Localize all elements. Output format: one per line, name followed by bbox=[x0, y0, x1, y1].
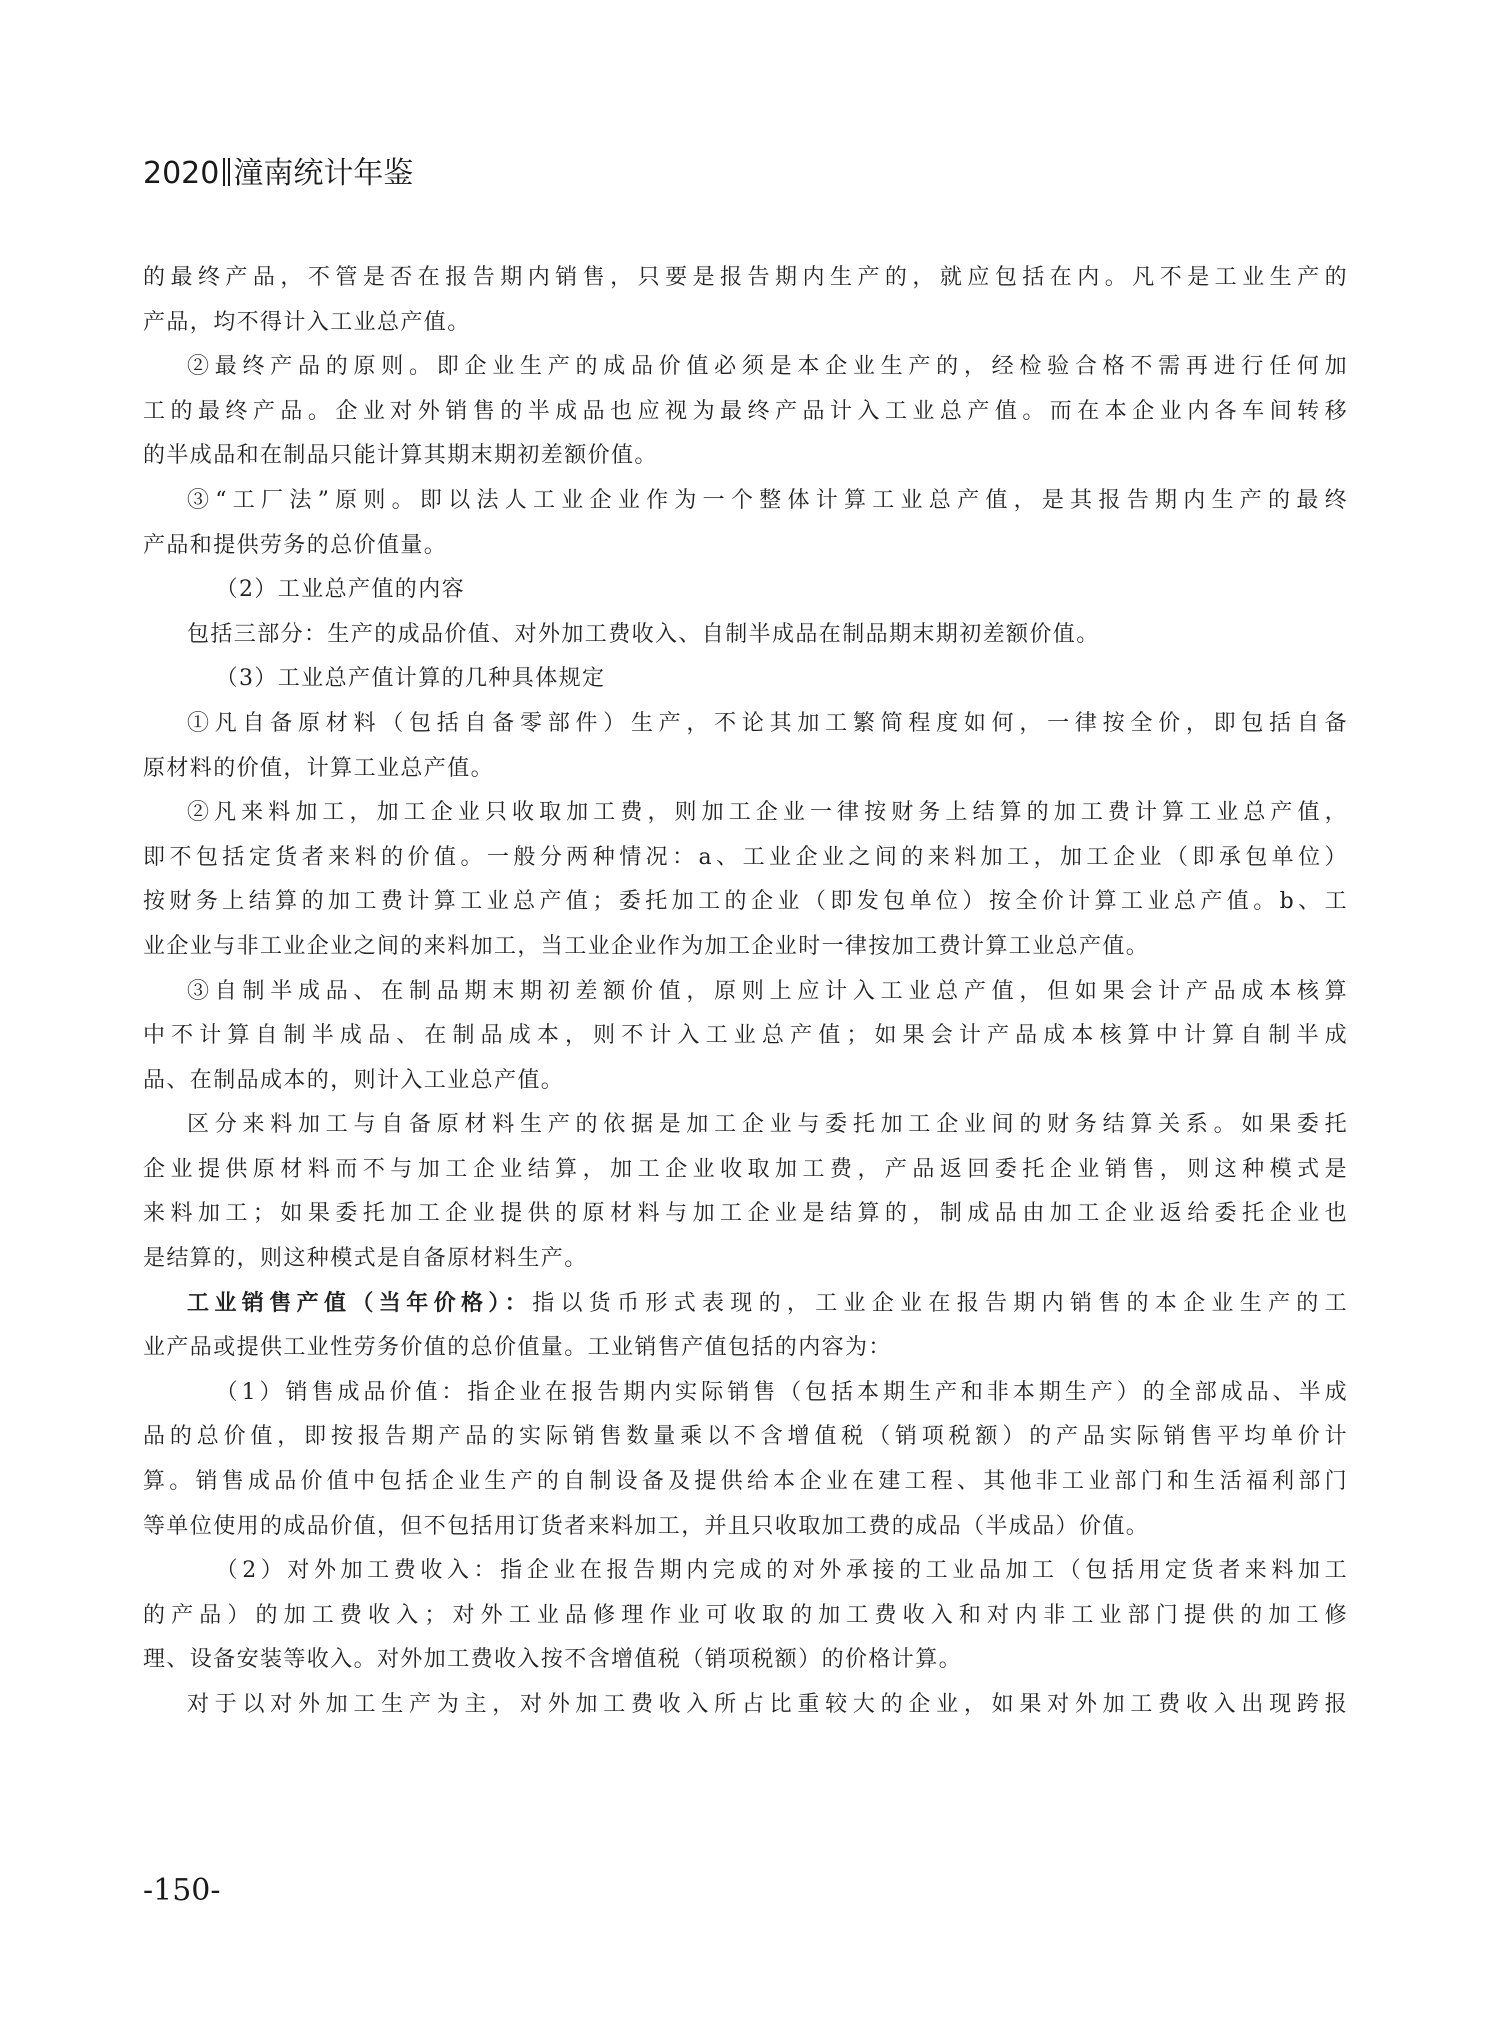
text-line: 品的总价值，即按报告期产品的实际销售数量乘以不含增值税（销项税额）的产品实际销售平均单价计 bbox=[143, 1424, 1348, 1450]
header-divider-bar bbox=[228, 158, 230, 186]
text-line: 企业提供原材料而不与加工企业结算，加工企业收取加工费，产品返回委托企业销售，则这种模式是 bbox=[143, 1156, 1348, 1182]
running-header bbox=[143, 148, 413, 192]
text-line: ③“工厂法”原则。即以法人工业企业作为一个整体计算工业总产值，是其报告期内生产的最终 bbox=[187, 487, 1348, 513]
header-title: 潼南统计年鉴 bbox=[233, 156, 414, 191]
section-subheading: （3）工业总产值计算的几种具体规定 bbox=[215, 666, 606, 692]
header-divider-bar bbox=[223, 158, 225, 186]
text-line: 业产品或提供工业性劳务价值的总价值量。工业销售产值包括的内容为： bbox=[143, 1335, 892, 1361]
text-line: 包括三部分：生产的成品价值、对外加工费收入、自制半成品在制品期末期初差额价值。 bbox=[187, 621, 1100, 647]
section-subheading: （2）工业总产值的内容 bbox=[215, 577, 465, 603]
text-line: ①凡自备原材料（包括自备零部件）生产，不论其加工繁简程度如何，一律按全价，即包括自备 bbox=[187, 710, 1348, 736]
text-line: 对于以对外加工生产为主，对外加工费收入所占比重较大的企业，如果对外加工费收入出现跨报 bbox=[187, 1692, 1348, 1717]
body-text bbox=[143, 256, 1348, 1728]
text-line: 即不包括定货者来料的价值。一般分两种情况：a、工业企业之间的来料加工，加工企业（即承包单位） bbox=[143, 844, 1348, 870]
text-line: ②最终产品的原则。即企业生产的成品价值必须是本企业生产的，经检验合格不需再进行任何加 bbox=[187, 354, 1348, 380]
text-line: 来料加工；如果委托加工企业提供的原材料与加工企业是结算的，制成品由加工企业返给委托企业也 bbox=[143, 1201, 1348, 1227]
text-line: 业企业与非工业企业之间的来料加工，当工业企业作为加工企业时一律按加工费计算工业总产值。 bbox=[143, 933, 1150, 959]
text-line: 算。销售成品价值中包括企业生产的自制设备及提供给本企业在建工程、其他非工业部门和生活福利部门 bbox=[143, 1469, 1348, 1495]
text-line: ③自制半成品、在制品期末期初差额价值，原则上应计入工业总产值，但如果会计产品成本核算 bbox=[187, 978, 1348, 1004]
text-line: 按财务上结算的加工费计算工业总产值；委托加工的企业（即发包单位）按全价计算工业总产值。b、工 bbox=[143, 889, 1348, 915]
page-number: -150- bbox=[143, 1873, 221, 1908]
header-year: 2020 bbox=[143, 156, 220, 191]
definition-term: 工业销售产值（当年价格）： bbox=[187, 1290, 533, 1316]
text-line: 工的最终产品。企业对外销售的半成品也应视为最终产品计入工业总产值。而在本企业内各车间转移 bbox=[143, 398, 1348, 424]
text-line: 的半成品和在制品只能计算其期末期初差额价值。 bbox=[143, 443, 658, 469]
text-line: 是结算的，则这种模式是自备原材料生产。 bbox=[143, 1246, 588, 1272]
text-line: 产品，均不得计入工业总产值。 bbox=[143, 309, 471, 335]
text-line: 的最终产品，不管是否在报告期内销售，只要是报告期内生产的，就应包括在内。凡不是工业生产的 bbox=[143, 265, 1348, 290]
text-line: 中不计算自制半成品、在制品成本，则不计入工业总产值；如果会计产品成本核算中计算自制半成 bbox=[143, 1023, 1348, 1049]
definition-line bbox=[143, 1282, 1348, 1327]
text-line: 理、设备安装等收入。对外加工费收入按不含增值税（销项税额）的价格计算。 bbox=[143, 1647, 963, 1673]
text-line: （2）对外加工费收入：指企业在报告期内完成的对外承接的工业品加工（包括用定货者来料加工 bbox=[215, 1558, 1348, 1584]
text-line: 等单位使用的成品价值，但不包括用订货者来料加工，并且只收取加工费的成品（半成品）价值。 bbox=[143, 1513, 1150, 1539]
text-line: ②凡来料加工，加工企业只收取加工费，则加工企业一律按财务上结算的加工费计算工业总产值， bbox=[187, 800, 1348, 826]
text-line: 产品和提供劳务的总价值量。 bbox=[143, 532, 448, 558]
text-line: 的产品）的加工费收入；对外工业品修理作业可收取的加工费收入和对内非工业部门提供的加工修 bbox=[143, 1602, 1348, 1628]
text-line: 区分来料加工与自备原材料生产的依据是加工企业与委托加工企业间的财务结算关系。如果委托 bbox=[187, 1112, 1348, 1138]
text-line: （1）销售成品价值：指企业在报告期内实际销售（包括本期生产和非本期生产）的全部成品、半成 bbox=[215, 1379, 1348, 1405]
text-line: 原材料的价值，计算工业总产值。 bbox=[143, 755, 495, 781]
definition-text: 指以货币形式表现的，工业企业在报告期内销售的本企业生产的工 bbox=[532, 1290, 1348, 1316]
text-line: 品、在制品成本的，则计入工业总产值。 bbox=[143, 1067, 565, 1093]
